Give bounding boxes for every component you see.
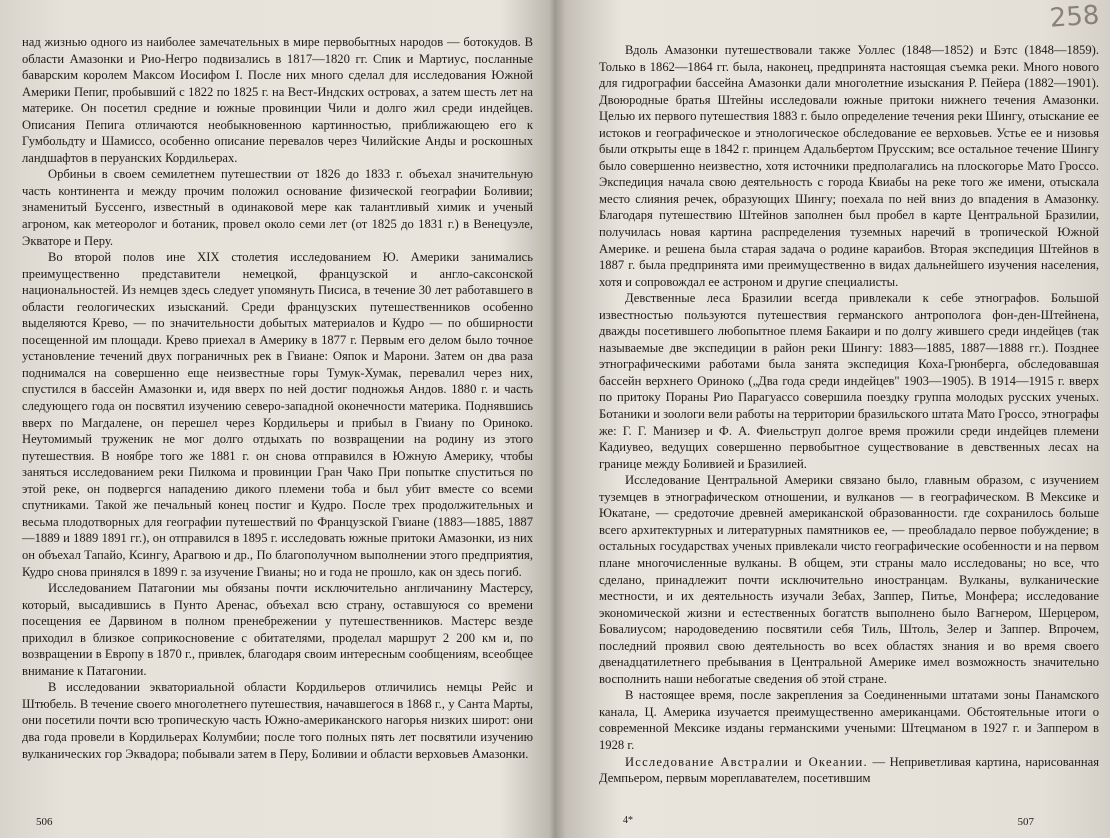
right-page — [555, 0, 1110, 838]
section-heading-inline: Исследование Австралии и Океании. — [625, 754, 868, 769]
paragraph: Девственные леса Бразилии всегда привлекали к себе этнографов. Большой известностью пользуются путешествия германского антрополога фон-ден-Штейнена, дважды посетившего любопытное племя Бакаири и по долгу жившего среди индейцев (так называемые две экспедиции в район реки Шингу: 1883—1885, 1887—1888 гг.). Позднее этнографическими работами была занята экспедиция Коха-Грюнберга, обследовавшая бассейн верхнего Ориноко („Два года среди индейцев" 1903—1905). В 1914—1915 г. вверх по притоку Пораны Рио Парагуассо совершила поездку группа молодых русских ученых. Ботаники и зоологи вели работы на территории бразильского штата Мато Гроссо, этнографы же: Г. Г. Манизер и Ф. А. Фиельструп долгое время прожили среди индейцев племени Кадиувео, ведущих совершенно первобытное существование в девственных лесах на границе между Боливией и Бразилией. — [599, 291, 1099, 471]
paragraph: Вдоль Амазонки путешествовали также Уоллес (1848—1852) и Бэтс (1848—1859). Только в 1862—1864 гг. была, наконец, предпринята настоящая съемка реки. Много нового для гидрографии бассейна Амазонки дали многолетние изыскания Р. Пейера (1882—1901). Двоюродные братья Штейны исследовали южные притоки нижнего течения Амазонки. Целью их первого путешествия 1883 г. было определение течения реки Шингу, отыскание ее истоков и географическое и этнологическое обследование ее верховьев. Устье ее и низовья были открыты еще в 1842 г. принцем Адальбертом Прусским; все остальное течение Шингу было совершенно неизвестно, хотя источники предполагались на плоскогорье Мато Гроссо. Экспедиция начала свою деятельность с города Квиабы на реке того же имени, отыскала место слияния речек, образующих Шингу; поехала по ней вниз до впадения в Амазонку. Благодаря путешествию Штейнов заполнен был пробел в карте Центральной Бразилии, получилась новая картина распределения туземных наречий в тропической Южной Америке. и решена была старая задача о родине караибов. Вторая экспедиция Штейнов в 1887 г. была предпринята ими преимущественно в видах дальнейшего изучения населения, хотя и сопровождал ее астроном и другие специалисты. — [599, 43, 1099, 289]
paragraph — [599, 754, 1099, 787]
paragraph: В настоящее время, после закрепления за Соединенными штатами зоны Панамского канала, Ц. Америка изучается преимущественно американцами. Обстоятельные итоги о современной Мексике изданы германскими учеными: Штецманом в 1927 г. и Заппером в 1928 г. — [599, 688, 1099, 752]
paragraph: над жизнью одного из наиболее замечательных в мире первобытных народов — ботокудов. В области Амазонки и Рио-Негро подвизались в 1817—1820 гг. Спик и Мартиус, посланные баварским королем Максом Иосифом I. После них много сделал для исследования Южной Америки Пепиг, пробывший с 1822 по 1825 г. на Вест-Индских островах, а затем шесть лет на материке. Он посетил средние и южные провинции Чили и долго жил среди индейцев. Описания Пепига отличаются необыкновенною картинностью, приближающею его к Гумбольдту и Шамиссо, особенно описание перевалов через Чилийские Анды и роскошных ландшафтов в перуанских Кордильерах. — [22, 35, 533, 165]
right-page-text — [599, 42, 1099, 787]
paragraph: Исследование Центральной Америки связано было, главным образом, с изучением туземцев в этнографическом отношении, и вулканов — в географическом. В Мексике и Юкатане, — средоточие древней американской образованности. где сохранилось больше всего архитектурных и литературных памятников ее, — преобладало первое побуждение; в остальных государствах ученых привлекали чисто географические особенности и на первом плане многочисленные вулканы. В общем, эти страны мало исследованы; но все, что сделано, принадлежит почти исключительно иностранцам. Вулканы, вулканические местности, и их деятельность изучали Зебах, Заппер, Питье, Монфера; исследование экономической жизни и естественных богатств выполнено было Вагнером, Шерцером, Бовалиусом; народоведению посвятили себя Тиль, Штоль, Зелер и Заппер. Впрочем, последний проявил свою деятельность во всех областях знания и во время своего двенадцатилетнего пребывания в Центральной Америке имел возможность значительно восполнить наши небогатые сведения об этой стране. — [599, 473, 1099, 686]
left-page-text — [22, 34, 533, 762]
paragraph-text: — Неприветливая картина, нарисованная Демпьером, первым мореплавателем, посетившим — [599, 754, 1099, 786]
handwritten-page-mark: 258 — [1048, 0, 1101, 34]
signature-mark: 4* — [623, 815, 633, 826]
paragraph: Орбиньи в своем семилетнем путешествии от 1826 до 1833 г. объехал значительную часть континента и между прочим положил основание физической географии Боливии; знаменитый Буссенго, известный в одинаковой мере как талантливый химик и ученый агроном, как метеоролог и ботаник, провел около семи лет (от 1825 до 1831 г.) в Венецуэле, Экваторе и Перу. — [22, 167, 533, 248]
paragraph: В исследовании экваториальной области Кордильеров отличились немцы Рейс и Штюбель. В течение своего многолетнего путешествия, начавшегося в 1868 г., у Санта Марты, они посетили почти всю тропическую часть Южно-американского нагорья низких широт: они два года провели в Кордильерах Колумбии; после того полных пять лет посвятили изучению вулканических гор Эквадора; побывали затем в Перу, Боливии и области верховьев Амазонки. — [22, 680, 533, 761]
page-number-right: 507 — [1017, 816, 1034, 828]
paragraph: Исследованием Патагонии мы обязаны почти исключительно англичанину Мастерсу, который, высадившись в Пунто Аренас, объехал всю страну, оставшуюся со времени посещения ее Дарвином в полном пренебрежении у путешественников. Мастерс везде приходил в близкое соприкосновение с обитателями, проделал маршрут 2 200 км и, по возвращении в Европу в 1870 г., привлек, благодаря своим интересным сообщениям, всеобщее внимание к Патагонии. — [22, 581, 533, 678]
paragraph: Во второй полов ине XIX столетия исследованием Ю. Америки занимались преимущественно представители немецкой, французской и англо-саксонской национальностей. Из немцев здесь следует упомянуть Пиcиса, в течение 30 лет работавшего в области геологических изысканий. Среди французских путешественников особенно выделяются Крево, — по значительности добытых материалов и Кудро — по обширности посещенной им площади. Крево приехал в Америку в 1877 г. Первым его делом было точное установление течений двух пограничных рек в Гвиане: Ояпок и Марони. Затем он два раза поднимался на совершенно еще неизвестные горы Тумук-Хумак, перевалил через них, спустился в бассейн Амазонки и, идя вверх по ней достиг подножья Андов. 1880 г. и часть следующего года он посвятил изучению северо-западной оконечности материка. Поднявшись вверх по Магдалене, он перешел через Кордильеры и прибыл в Гвиану по Ориноко. Неутомимый труженик не мог долго отдыхать по возвращении на родину из этого путешествия. В ноябре того же 1881 г. он снова отправился в Южную Америку, чтобы заняться исследованием реки Пилкома и провинции Гран Чако При попытке спуститься по этой реке, он подвергся нападению дикого племени тоба и был убит вместе со всеми спутниками. Такой же печальный конец постиг и Кудро. После трех продолжительных и весьма плодотворных для географии путешествий по Французской Гвиане (1883—1885, 1887—1889 и 1889 1891 гг.), он отправился в 1895 г. исследовать южные притоки Амазонки, из них он объехал Тапайо, Ксингу, Арагвою и др., По благополучном выполнении этого предприятия, Кудро снова принялся в 1899 г. за изучение Гвианы; но и года не прошло, как он здесь погиб. — [22, 250, 533, 579]
page-number-left: 506 — [36, 816, 53, 828]
